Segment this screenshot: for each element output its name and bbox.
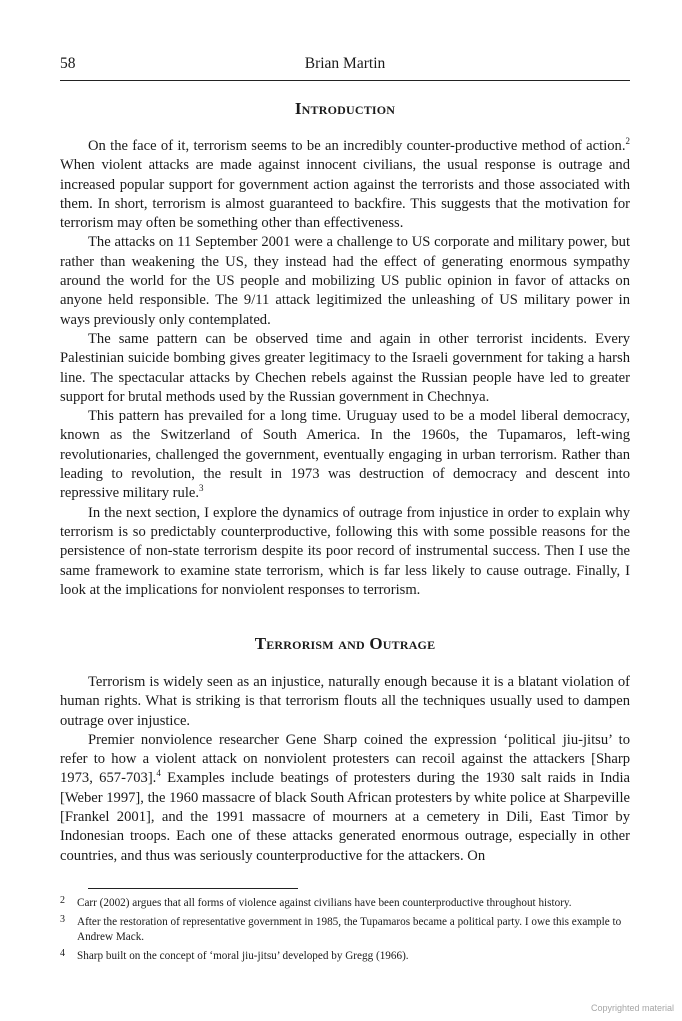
terrorism-and-outrage-body [60,673,630,866]
paragraph-text: Examples include beatings of protesters during the 1930 salt raids in India [Weber 1997], the 1960 massacre of black South African protesters by white police at Sharpeville [Frankel 2001], and the 1991 massacre of mourners at a cemetery in Dili, East Timor by Indonesian troops. Each one of these attacks generated enormous outrage, especially in other countries, and thus was seriously counterproductive for the attackers. On [60,770,630,864]
footnote-text: Carr (2002) argues that all forms of violence against civilians have been counterproductive throughout history. [77,897,572,909]
copyright-watermark: Copyrighted material [590,1003,674,1013]
section-heading-terrorism-and-outrage: Terrorism and Outrage [254,634,436,653]
paragraph [60,330,630,407]
paragraph-text: The attacks on 11 September 2001 were a challenge to US corporate and military power, but rather than weakening the US, they instead had the effect of generating enormous sympathy around the world for the US people and mobilizing US public opinion in favor of attacks on anyone held responsible. The 9/11 attack legitimized the unleashing of US military power in ways previously only contemplated. [60,234,630,328]
footnote-ref[interactable]: 4 [156,768,161,779]
paragraph [60,504,630,600]
footnote-text: Sharp built on the concept of ‘moral jiu-jitsu’ developed by Gregg (1966). [77,950,409,962]
running-title: Brian Martin [304,55,386,72]
paragraph [60,233,630,329]
paragraph-text: The same pattern can be observed time and again in other terrorist incidents. Every Palestinian suicide bombing gives greater legitimacy to the Israeli government for taking a harsh line. The spectacular attacks by Chechen rebels against the Russian people have led to greater support for brutal methods used by the Russian government in Chechnya. [60,330,630,405]
footnote-divider [88,888,298,889]
footnote [60,949,630,964]
paragraph [60,407,630,503]
page-number: 58 [60,55,76,72]
footnote-mark: 4 [60,948,65,959]
paragraph [60,731,630,866]
paragraph [60,137,630,233]
section-heading-introduction: Introduction [294,99,396,118]
footnote [60,915,630,945]
paragraph-text: Premier nonviolence researcher Gene Sharp coined the expression ‘political jiu-jitsu’ to refer to how a violent attack on nonviolent protesters can recoil against the attackers [Sharp 1973, 657-703]. [60,731,630,787]
paragraph [60,673,630,731]
paragraph-text: This pattern has prevailed for a long time. Uruguay used to be a model liberal democracy, known as the Switzerland of South America. In the 1960s, the Tupamaros, left-wing revolutionaries, challenged the government, eventually engaging in urban terrorism. Rather than leading to revolution, the result in 1973 was destruction of democracy and descent into repressive military rule. [60,408,630,502]
paragraph-text: On the face of it, terrorism seems to be an incredibly counter-productive method of action. [88,138,626,154]
footnote-ref[interactable]: 3 [199,483,204,494]
introduction-body [60,137,630,600]
running-head [60,52,630,81]
footnote-ref[interactable]: 2 [625,136,630,147]
footnote-mark: 2 [60,895,65,906]
footnote-text: After the restoration of representative government in 1985, the Tupamaros became a political party. I owe this example to Andrew Mack. [77,916,622,943]
footnotes [60,896,630,968]
paragraph-text: When violent attacks are made against innocent civilians, the usual response is outrage and increased popular support for government action against the terrorists and those associated with them. In short, terrorism is almost guaranteed to backfire. This suggests that the motivation for terrorism may often be something other than effectiveness. [60,157,630,232]
footnote [60,896,630,911]
footnote-mark: 3 [60,914,65,925]
paragraph-text: In the next section, I explore the dynamics of outrage from injustice in order to explain why terrorism is so predictably counterproductive, following this with some possible reasons for the persistence of non-state terrorism despite its poor record of instrumental success. Then I use the same framework to examine state terrorism, which is far less likely to cause outrage. Finally, I look at the implications for nonviolent responses to terrorism. [60,504,630,598]
paragraph-text: Terrorism is widely seen as an injustice, naturally enough because it is a blatant violation of human rights. What is striking is that terrorism flouts all the techniques usually used to dampen outrage over injustice. [60,674,630,729]
